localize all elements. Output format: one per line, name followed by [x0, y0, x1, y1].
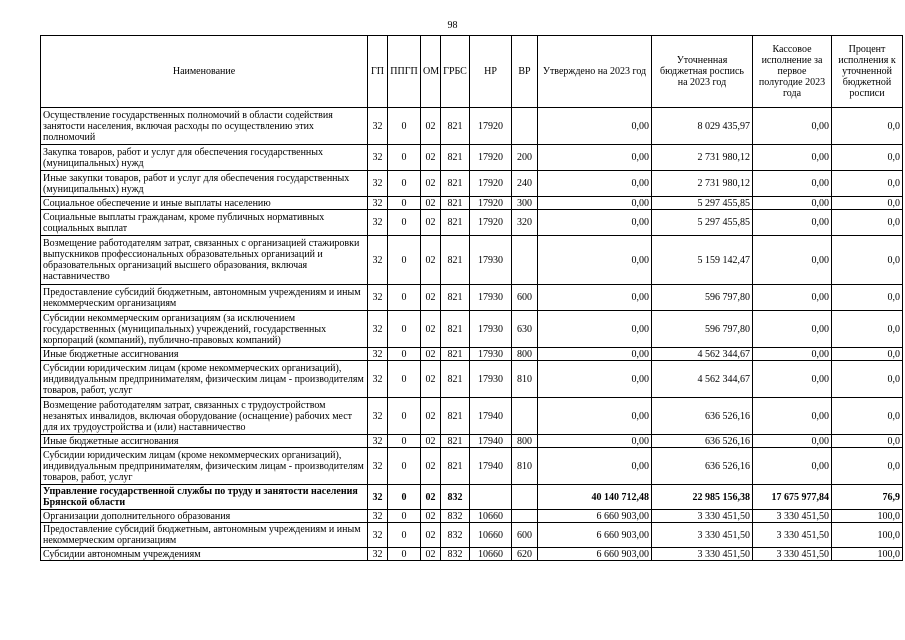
cell-om: 02 — [421, 145, 441, 171]
cell-cash: 0,00 — [753, 448, 832, 485]
cell-percent: 0,0 — [832, 448, 903, 485]
cell-vr — [512, 485, 538, 510]
cell-refined: 636 526,16 — [652, 398, 753, 435]
cell-cash: 0,00 — [753, 171, 832, 197]
cell-name: Предоставление субсидий бюджетным, автономным учреждениям и иным некоммерческим организациям — [41, 285, 368, 311]
cell-percent: 0,0 — [832, 311, 903, 348]
cell-name: Предоставление субсидий бюджетным, автономным учреждениям и иным некоммерческим организациям — [41, 523, 368, 548]
cell-om: 02 — [421, 171, 441, 197]
cell-om: 02 — [421, 510, 441, 523]
cell-grbs: 821 — [441, 145, 470, 171]
cell-vr: 240 — [512, 171, 538, 197]
cell-approved: 0,00 — [538, 145, 652, 171]
cell-vr: 620 — [512, 548, 538, 561]
table-row — [41, 348, 903, 361]
cell-gp: 32 — [368, 510, 388, 523]
table-row — [41, 210, 903, 236]
cell-percent: 100,0 — [832, 510, 903, 523]
cell-percent: 0,0 — [832, 171, 903, 197]
cell-name: Субсидии автономным учреждениям — [41, 548, 368, 561]
cell-om: 02 — [421, 197, 441, 210]
cell-refined: 22 985 156,38 — [652, 485, 753, 510]
cell-om: 02 — [421, 311, 441, 348]
cell-pgp: 0 — [388, 108, 421, 145]
cell-pgp: 0 — [388, 236, 421, 285]
cell-np: 17940 — [470, 435, 512, 448]
cell-approved: 0,00 — [538, 108, 652, 145]
cell-gp: 32 — [368, 348, 388, 361]
cell-refined: 8 029 435,97 — [652, 108, 753, 145]
cell-vr: 630 — [512, 311, 538, 348]
cell-cash: 17 675 977,84 — [753, 485, 832, 510]
cell-name: Закупка товаров, работ и услуг для обеспечения государственных (муниципальных) нужд — [41, 145, 368, 171]
header-grbs: ГРБС — [441, 36, 470, 108]
table-row — [41, 285, 903, 311]
cell-pgp: 0 — [388, 485, 421, 510]
cell-np: 10660 — [470, 548, 512, 561]
cell-approved: 0,00 — [538, 361, 652, 398]
cell-cash: 0,00 — [753, 285, 832, 311]
cell-gp: 32 — [368, 523, 388, 548]
cell-name: Иные бюджетные ассигнования — [41, 348, 368, 361]
cell-name: Социальные выплаты гражданам, кроме публичных нормативных социальных выплат — [41, 210, 368, 236]
cell-percent: 100,0 — [832, 523, 903, 548]
cell-percent: 0,0 — [832, 285, 903, 311]
cell-om: 02 — [421, 210, 441, 236]
cell-refined: 596 797,80 — [652, 285, 753, 311]
cell-pgp: 0 — [388, 311, 421, 348]
cell-grbs: 821 — [441, 448, 470, 485]
header-refined: Уточненная бюджетная роспись на 2023 год — [652, 36, 753, 108]
cell-np: 17920 — [470, 108, 512, 145]
cell-name: Субсидии юридическим лицам (кроме некоммерческих организаций), индивидуальным предпринимателям, физическим лицам - производителям товаров, работ, услуг — [41, 448, 368, 485]
cell-grbs: 821 — [441, 108, 470, 145]
cell-percent: 76,9 — [832, 485, 903, 510]
cell-np: 17930 — [470, 236, 512, 285]
table-body — [41, 108, 903, 561]
table-row — [41, 398, 903, 435]
cell-approved: 0,00 — [538, 435, 652, 448]
cell-np: 17930 — [470, 361, 512, 398]
cell-percent: 0,0 — [832, 361, 903, 398]
cell-grbs: 832 — [441, 510, 470, 523]
cell-pgp: 0 — [388, 145, 421, 171]
header-vr: ВР — [512, 36, 538, 108]
cell-cash: 3 330 451,50 — [753, 523, 832, 548]
table-row — [41, 435, 903, 448]
cell-gp: 32 — [368, 548, 388, 561]
table-row — [41, 171, 903, 197]
cell-approved: 0,00 — [538, 236, 652, 285]
cell-approved: 0,00 — [538, 311, 652, 348]
table-row — [41, 108, 903, 145]
cell-np: 17930 — [470, 348, 512, 361]
cell-refined: 5 297 455,85 — [652, 210, 753, 236]
cell-pgp: 0 — [388, 285, 421, 311]
cell-np — [470, 485, 512, 510]
header-approved: Утверждено на 2023 год — [538, 36, 652, 108]
cell-gp: 32 — [368, 145, 388, 171]
cell-vr: 320 — [512, 210, 538, 236]
cell-percent: 0,0 — [832, 398, 903, 435]
cell-grbs: 821 — [441, 285, 470, 311]
cell-refined: 2 731 980,12 — [652, 171, 753, 197]
cell-cash: 0,00 — [753, 398, 832, 435]
cell-refined: 4 562 344,67 — [652, 348, 753, 361]
cell-vr: 810 — [512, 448, 538, 485]
cell-name: Возмещение работодателям затрат, связанных с организацией стажировки выпускников профессиональных образовательных организаций и образовательных организаций высшего образования, включая наставничество — [41, 236, 368, 285]
cell-name: Иные бюджетные ассигнования — [41, 435, 368, 448]
cell-pgp: 0 — [388, 548, 421, 561]
table-row — [41, 236, 903, 285]
cell-name: Социальное обеспечение и иные выплаты населению — [41, 197, 368, 210]
cell-approved: 0,00 — [538, 197, 652, 210]
cell-name: Осуществление государственных полномочий в области содействия занятости населения, включая расходы по осуществлению этих полномочий — [41, 108, 368, 145]
cell-om: 02 — [421, 361, 441, 398]
cell-approved: 0,00 — [538, 348, 652, 361]
cell-refined: 4 562 344,67 — [652, 361, 753, 398]
table-header-row — [41, 36, 903, 108]
header-cash: Кассовое исполнение за первое полугодие 2023 года — [753, 36, 832, 108]
cell-grbs: 821 — [441, 361, 470, 398]
header-percent: Процент исполнения к уточненной бюджетной росписи — [832, 36, 903, 108]
cell-cash: 0,00 — [753, 435, 832, 448]
cell-refined: 596 797,80 — [652, 311, 753, 348]
cell-cash: 0,00 — [753, 348, 832, 361]
cell-np: 10660 — [470, 510, 512, 523]
cell-om: 02 — [421, 485, 441, 510]
cell-gp: 32 — [368, 236, 388, 285]
table-row — [41, 448, 903, 485]
cell-vr — [512, 108, 538, 145]
table-row — [41, 311, 903, 348]
cell-pgp: 0 — [388, 171, 421, 197]
table-row — [41, 548, 903, 561]
cell-vr: 300 — [512, 197, 538, 210]
cell-percent: 0,0 — [832, 108, 903, 145]
cell-gp: 32 — [368, 197, 388, 210]
cell-gp: 32 — [368, 210, 388, 236]
cell-pgp: 0 — [388, 398, 421, 435]
table-row — [41, 145, 903, 171]
cell-np: 17920 — [470, 145, 512, 171]
cell-approved: 0,00 — [538, 448, 652, 485]
cell-percent: 0,0 — [832, 236, 903, 285]
cell-gp: 32 — [368, 361, 388, 398]
header-name: Наименование — [41, 36, 368, 108]
cell-refined: 3 330 451,50 — [652, 523, 753, 548]
cell-approved: 6 660 903,00 — [538, 548, 652, 561]
cell-pgp: 0 — [388, 435, 421, 448]
header-om: ОМ — [421, 36, 441, 108]
cell-grbs: 821 — [441, 197, 470, 210]
cell-vr — [512, 236, 538, 285]
cell-cash: 3 330 451,50 — [753, 548, 832, 561]
cell-vr: 200 — [512, 145, 538, 171]
cell-percent: 0,0 — [832, 197, 903, 210]
cell-gp: 32 — [368, 448, 388, 485]
cell-gp: 32 — [368, 398, 388, 435]
cell-np: 17920 — [470, 210, 512, 236]
cell-approved: 0,00 — [538, 398, 652, 435]
cell-vr — [512, 510, 538, 523]
cell-om: 02 — [421, 348, 441, 361]
cell-np: 17920 — [470, 197, 512, 210]
cell-np: 17920 — [470, 171, 512, 197]
cell-cash: 0,00 — [753, 108, 832, 145]
cell-cash: 0,00 — [753, 311, 832, 348]
cell-refined: 2 731 980,12 — [652, 145, 753, 171]
cell-pgp: 0 — [388, 523, 421, 548]
cell-grbs: 821 — [441, 311, 470, 348]
cell-name: Субсидии некоммерческим организациям (за исключением государственных (муниципальных) учреждений, государственных корпораций (компаний), публично-правовых компаний) — [41, 311, 368, 348]
table-row — [41, 197, 903, 210]
table-row — [41, 485, 903, 510]
cell-approved: 6 660 903,00 — [538, 523, 652, 548]
cell-np: 10660 — [470, 523, 512, 548]
cell-approved: 6 660 903,00 — [538, 510, 652, 523]
cell-refined: 636 526,16 — [652, 448, 753, 485]
cell-gp: 32 — [368, 435, 388, 448]
cell-cash: 0,00 — [753, 197, 832, 210]
cell-approved: 0,00 — [538, 285, 652, 311]
cell-percent: 0,0 — [832, 348, 903, 361]
table-row — [41, 510, 903, 523]
header-np: НР — [470, 36, 512, 108]
cell-pgp: 0 — [388, 448, 421, 485]
cell-refined: 5 159 142,47 — [652, 236, 753, 285]
cell-gp: 32 — [368, 108, 388, 145]
cell-np: 17930 — [470, 285, 512, 311]
cell-gp: 32 — [368, 311, 388, 348]
cell-percent: 0,0 — [832, 435, 903, 448]
cell-np: 17930 — [470, 311, 512, 348]
cell-grbs: 821 — [441, 236, 470, 285]
cell-om: 02 — [421, 548, 441, 561]
page-number: 98 — [447, 20, 458, 31]
cell-vr: 800 — [512, 435, 538, 448]
cell-grbs: 821 — [441, 348, 470, 361]
cell-om: 02 — [421, 108, 441, 145]
cell-name: Иные закупки товаров, работ и услуг для обеспечения государственных (муниципальных) нужд — [41, 171, 368, 197]
cell-percent: 0,0 — [832, 210, 903, 236]
cell-cash: 0,00 — [753, 361, 832, 398]
cell-name: Возмещение работодателям затрат, связанных с трудоустройством незанятых инвалидов, включая оборудование (оснащение) рабочих мест для их трудоустройства и (или) наставничество — [41, 398, 368, 435]
cell-om: 02 — [421, 448, 441, 485]
cell-vr — [512, 398, 538, 435]
cell-percent: 0,0 — [832, 145, 903, 171]
cell-name: Управление государственной службы по труду и занятости населения Брянской области — [41, 485, 368, 510]
budget-table — [40, 35, 903, 561]
table-row — [41, 523, 903, 548]
cell-refined: 5 297 455,85 — [652, 197, 753, 210]
cell-approved: 0,00 — [538, 171, 652, 197]
cell-refined: 636 526,16 — [652, 435, 753, 448]
cell-np: 17940 — [470, 448, 512, 485]
cell-om: 02 — [421, 285, 441, 311]
cell-grbs: 821 — [441, 435, 470, 448]
header-pgp: ППГП — [388, 36, 421, 108]
cell-om: 02 — [421, 398, 441, 435]
cell-pgp: 0 — [388, 348, 421, 361]
header-gp: ГП — [368, 36, 388, 108]
cell-om: 02 — [421, 435, 441, 448]
cell-gp: 32 — [368, 485, 388, 510]
cell-vr: 600 — [512, 523, 538, 548]
cell-gp: 32 — [368, 171, 388, 197]
cell-grbs: 832 — [441, 523, 470, 548]
cell-pgp: 0 — [388, 197, 421, 210]
cell-pgp: 0 — [388, 361, 421, 398]
cell-vr: 800 — [512, 348, 538, 361]
cell-vr: 600 — [512, 285, 538, 311]
cell-grbs: 821 — [441, 210, 470, 236]
cell-gp: 32 — [368, 285, 388, 311]
cell-grbs: 821 — [441, 398, 470, 435]
cell-name: Организации дополнительного образования — [41, 510, 368, 523]
cell-refined: 3 330 451,50 — [652, 548, 753, 561]
table-row — [41, 361, 903, 398]
cell-grbs: 832 — [441, 548, 470, 561]
cell-cash: 0,00 — [753, 145, 832, 171]
cell-grbs: 821 — [441, 171, 470, 197]
cell-cash: 3 330 451,50 — [753, 510, 832, 523]
cell-refined: 3 330 451,50 — [652, 510, 753, 523]
cell-name: Субсидии юридическим лицам (кроме некоммерческих организаций), индивидуальным предпринимателям, физическим лицам - производителям товаров, работ, услуг — [41, 361, 368, 398]
cell-pgp: 0 — [388, 510, 421, 523]
cell-approved: 40 140 712,48 — [538, 485, 652, 510]
cell-grbs: 832 — [441, 485, 470, 510]
cell-cash: 0,00 — [753, 236, 832, 285]
cell-pgp: 0 — [388, 210, 421, 236]
cell-vr: 810 — [512, 361, 538, 398]
cell-om: 02 — [421, 523, 441, 548]
cell-om: 02 — [421, 236, 441, 285]
cell-cash: 0,00 — [753, 210, 832, 236]
cell-approved: 0,00 — [538, 210, 652, 236]
cell-np: 17940 — [470, 398, 512, 435]
cell-percent: 100,0 — [832, 548, 903, 561]
